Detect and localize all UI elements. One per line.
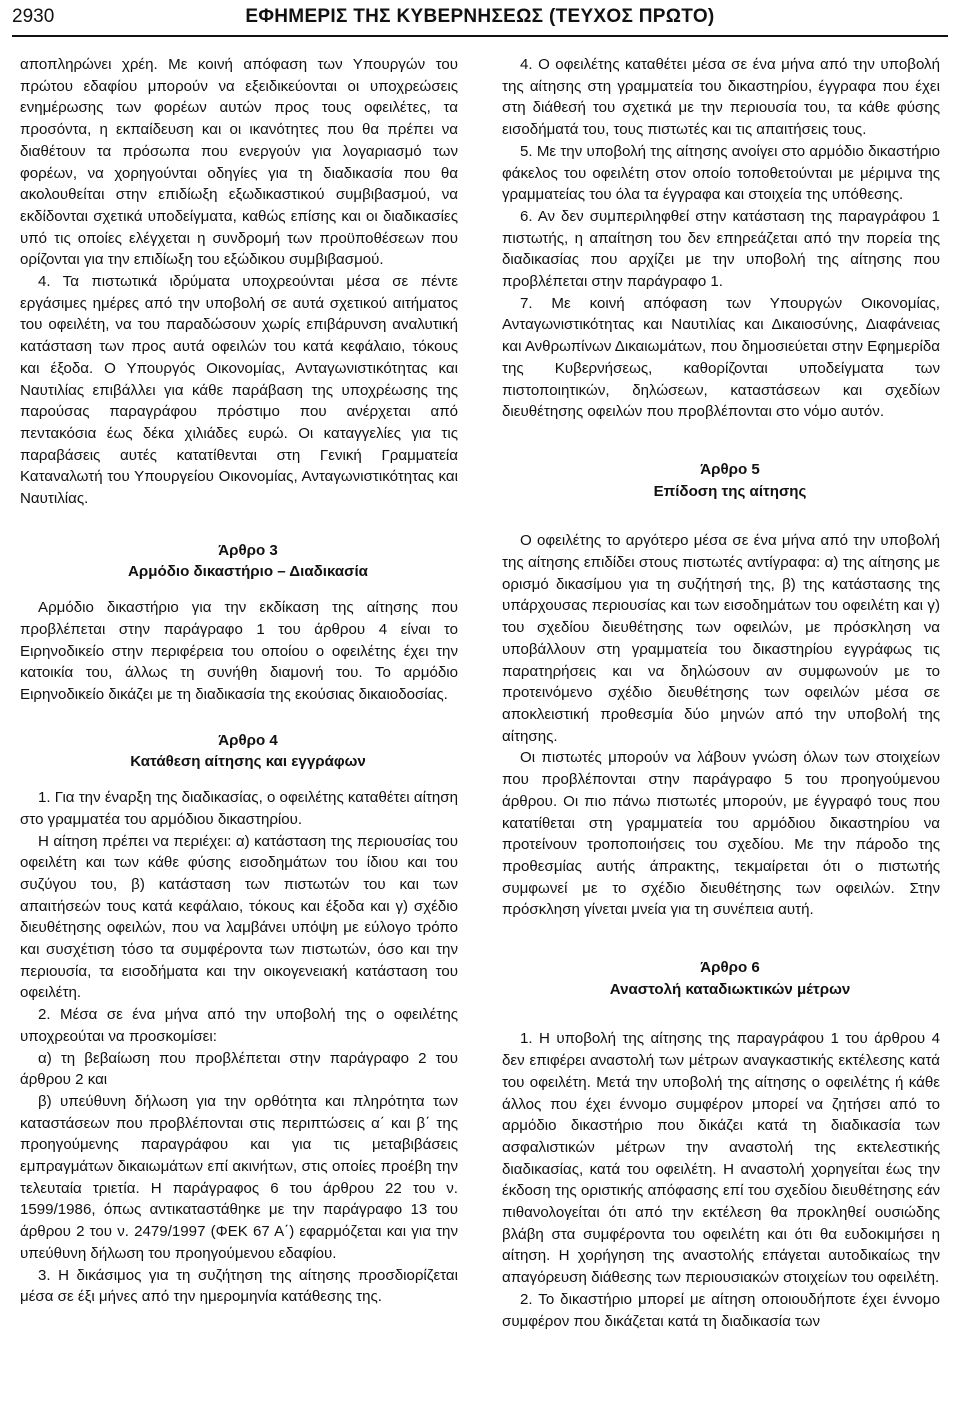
left-column: [20, 54, 458, 1308]
article-number: Άρθρο 6: [700, 959, 760, 977]
running-title: ΕΦΗΜΕΡΙΣ ΤΗΣ ΚΥΒΕΡΝΗΣΕΩΣ (ΤΕΥΧΟΣ ΠΡΩΤΟ): [245, 6, 715, 27]
paragraph: 7. Με κοινή απόφαση των Υπουργών Οικονομίας, Ανταγωνιστικότητας και Ναυτιλίας και Δικαιοσύνης, Διαφάνειας και Ανθρωπίνων Δικαιωμάτων, που δημοσιεύεται στην Εφημερίδα της Κυβερνήσεως, καθορίζονται υποδείγματα των πιστοποιητικών, δηλώσεων, καταστάσεων και σχεδίων διευθέτησης οφειλών που προβλέπονται στο νόμο αυτόν.: [502, 294, 940, 421]
paragraph: αποπληρώνει χρέη. Με κοινή απόφαση των Υπουργών του πρώτου εδαφίου μπορούν να εξειδικεύονται οι υποχρεώσεις ενημέρωσης των φορέων αυτών προς τους οφειλέτες, τα προσόντα, η εκπαίδευση και οι ικανότητες που θα πρέπει να διαθέτουν τα πρόσωπα που ενεργούν για λογαριασμό των φορέων, να χορηγούνται οδηγίες για τη διαδικασία που θα ακολουθείται στην επιδίωξη εξωδικαστικού συμβιβασμού, να εκδίδονται σχετικά υποδείγματα, καθώς επίσης και οι διαδικασίες υπό τις οποίες ελέγχεται η συνδρομή των προϋποθέσεων που ορίζονται για την επιδίωξη του εξώδικου συμβιβασμού.: [20, 56, 458, 269]
paragraph: Η αίτηση πρέπει να περιέχει: α) κατάσταση της περιουσίας του οφειλέτη και των κάθε φύσης εισοδημάτων του ίδιου και του συζύγου του, β) κατάσταση των πιστωτών του και των απαιτήσεών τους κατά κεφάλαιο, τόκους και έξοδα και γ) σχέδιο διευθέτησης οφειλών, που να λαμβάνει υπόψη με εύλογο τρόπο και συσχέτιση τόσο τα συμφέροντα των πιστωτών, όσο και την περιουσία, τα εισοδήματα και την οικογενειακή κατάσταση του οφειλέτη.: [20, 832, 458, 1002]
article-title: Κατάθεση αίτησης και εγγράφων: [130, 753, 366, 771]
article-4-heading: [20, 730, 458, 773]
article-title: Αρμόδιο δικαστήριο – Διαδικασία: [128, 563, 368, 581]
article-number: Άρθρο 5: [700, 460, 760, 478]
paragraph: 2. Μέσα σε ένα μήνα από την υποβολή της ο οφειλέτης υποχρεούται να προσκομίσει:: [20, 1006, 458, 1045]
paragraph: β) υπεύθυνη δήλωση για την ορθότητα και πληρότητα των καταστάσεων που προβλέπονται στις περιπτώσεις α΄ και β΄ της προηγούμενης παραγράφου και για τις μεταβιβάσεις εμπραγμάτων δικαιωμάτων επί ακινήτων, στις οποίες προέβη την τελευταία τριετία. Η παράγραφος 6 του άρθρου 22 του ν. 1599/1986, όπως αντικαταστάθηκε με την παράγραφο 13 του άρθρου 2 του ν. 2479/1997 (ΦΕΚ 67 Α΄) εφαρμόζεται και για την υπεύθυνη δήλωση του προηγούμενου εδαφίου.: [20, 1092, 458, 1262]
paragraph: 6. Αν δεν συμπεριληφθεί στην κατάσταση της παραγράφου 1 πιστωτής, η απαίτηση του δεν επηρεάζεται από την πορεία της διαδικασίας που αρχίζει με την υποβολή της αίτησης που προβλέπεται στην παράγραφο 1.: [502, 207, 940, 291]
paragraph: 1. Για την έναρξη της διαδικασίας, ο οφειλέτης καταθέτει αίτηση στο γραμματέα του αρμόδιου δικαστηρίου.: [20, 789, 458, 828]
header-rule: [12, 35, 948, 37]
paragraph: α) τη βεβαίωση που προβλέπεται στην παράγραφο 2 του άρθρου 2 και: [20, 1049, 458, 1089]
paragraph: 1. Η υποβολή της αίτησης της παραγράφου 1 του άρθρου 4 δεν επιφέρει αναστολή των μέτρων αναγκαστικής εκτέλεσης κατά του οφειλέτη. Μετά την υποβολή της αίτησης ο οφειλέτης ή κάθε άλλος που έχει έννομο συμφέρον μπορεί να ζητήσει από το αρμόδιο δικαστήριο που δικάζει κατά τη διαδικασία των ασφαλιστικών μέτρων την αναστολή της εκτελεστικής διαδικασίας, κατά του οφειλέτη. Η αναστολή χορηγείται έως την έκδοση της οριστικής απόφασης επί του σχεδίου διευθέτησης εάν πιθανολογείται ότι από την εκτέλεση θα προκληθεί ουσιώδης βλάβη στα συμφέροντα του οφειλέτη και ότι θα ευδοκιμήσει η αίτηση. Η χορήγηση της αναστολής επάγεται αυτοδικαίως την απαγόρευση διάθεσης των περιουσιακών στοιχείων του οφειλέτη.: [502, 1030, 940, 1287]
page-header: [12, 0, 948, 34]
paragraph: 2. Το δικαστήριο μπορεί με αίτηση οποιουδήποτε έχει έννομο συμφέρον που δικάζεται κατά τη διαδικασία των: [502, 1290, 940, 1330]
paragraph: Ο οφειλέτης το αργότερο μέσα σε ένα μήνα από την υποβολή της αίτησης επιδίδει στους πιστωτές αντίγραφα: α) της αίτησης με ορισμό δικασίμου για τη συζήτησή της, β) της κατάστασης της υπάρχουσας περιουσίας και των εισοδημάτων του οφειλέτη και γ) του σχεδίου διευθέτησης των οφειλών, με πρόσκληση να υποβάλλουν στη γραμματεία του δικαστηρίου εγγράφως τις παρατηρήσεις και να δηλώσουν αν συμφωνούν με το προτεινόμενο σχέδιο διευθέτησης των οφειλών μέσα σε αποκλειστική προθεσμία δύο μηνών από την υποβολή της αίτησης.: [502, 532, 940, 745]
paragraph: Αρμόδιο δικαστήριο για την εκδίκαση της αίτησης που προβλέπεται στην παράγραφο 1 του άρθρου 4 είναι το Ειρηνοδικείο στην περιφέρεια του οποίου ο οφειλέτης έχει την κατοικία του, άλλως τη συνήθη διαμονή του. Το αρμόδιο Ειρηνοδικείο δικάζει με τη διαδικασία της εκούσιας δικαιοδοσίας.: [20, 599, 458, 703]
paragraph: 3. Η δικάσιμος για τη συζήτηση της αίτησης προσδιορίζεται μέσα σε έξι μήνες από την ημερομηνία κατάθεσης της.: [20, 1266, 458, 1306]
page-number: 2930: [12, 6, 55, 27]
article-title: Αναστολή καταδιωκτικών μέτρων: [609, 980, 851, 998]
paragraph: 5. Με την υποβολή της αίτησης ανοίγει στο αρμόδιο δικαστήριο φάκελος του οφειλέτη στον οποίο τοποθετούνται με μέριμνα της γραμματείας του όλα τα έγγραφα και στοιχεία της υπόθεσης.: [502, 142, 940, 204]
article-5-heading: [502, 459, 940, 502]
article-3-heading: [20, 540, 458, 583]
right-column: [502, 54, 940, 1332]
article-number: Άρθρο 4: [218, 731, 278, 749]
paragraph: 4. Τα πιστωτικά ιδρύματα υποχρεούνται μέσα σε πέντε εργάσιμες ημέρες από την υποβολή σε αυτά σχετικού αιτήματος του οφειλέτη, να του παραδώσουν χωρίς επιβάρυνση αναλυτική κατάσταση των προς αυτά οφειλών του κατά κεφάλαιο, τόκους και έξοδα. Ο Υπουργός Οικονομίας, Ανταγωνιστικότητας και Ναυτιλίας επιβάλλει για κάθε παράβαση της υποχρέωσης της παρούσας παραγράφου πρόστιμο που ανέρχεται από πεντακόσια έως δέκα χιλιάδες ευρώ. Οι καταγγελίες για τις παραβάσεις αυτές κατατίθενται στη Γενική Γραμματεία Καταναλωτή του Υπουργείου Οικονομίας, Ανταγωνιστικότητας και Ναυτιλίας.: [20, 273, 458, 508]
article-title: Επίδοση της αίτησης: [653, 482, 807, 500]
article-6-heading: [502, 957, 940, 1000]
paragraph: Οι πιστωτές μπορούν να λάβουν γνώση όλων των στοιχείων που προβλέπονται στην παράγραφο 5 του προηγούμενου άρθρου. Οι πιο πάνω πιστωτές μπορούν, με έγγραφό τους που κατατίθεται στη γραμματεία του αρμόδιου δικαστηρίου να προτείνουν τροποποιήσεις του σχεδίου. Με την πάροδο της προθεσμίας αυτής άπρακτης, τεκμαίρεται ότι ο πιστωτής συμφωνεί με το σχέδιο διευθέτησης των οφειλών. Στην πρόσκληση γίνεται μνεία για τη συνέπεια αυτή.: [502, 749, 940, 919]
article-number: Άρθρο 3: [218, 541, 278, 559]
paragraph: 4. Ο οφειλέτης καταθέτει μέσα σε ένα μήνα από την υποβολή της αίτησης στη γραμματεία του δικαστηρίου, έγγραφα που έχει στη διάθεσή του σχετικά με την περιουσία του, τα κάθε φύσης εισοδήματά του, τους πιστωτές και τις απαιτήσεις τους.: [502, 56, 940, 139]
